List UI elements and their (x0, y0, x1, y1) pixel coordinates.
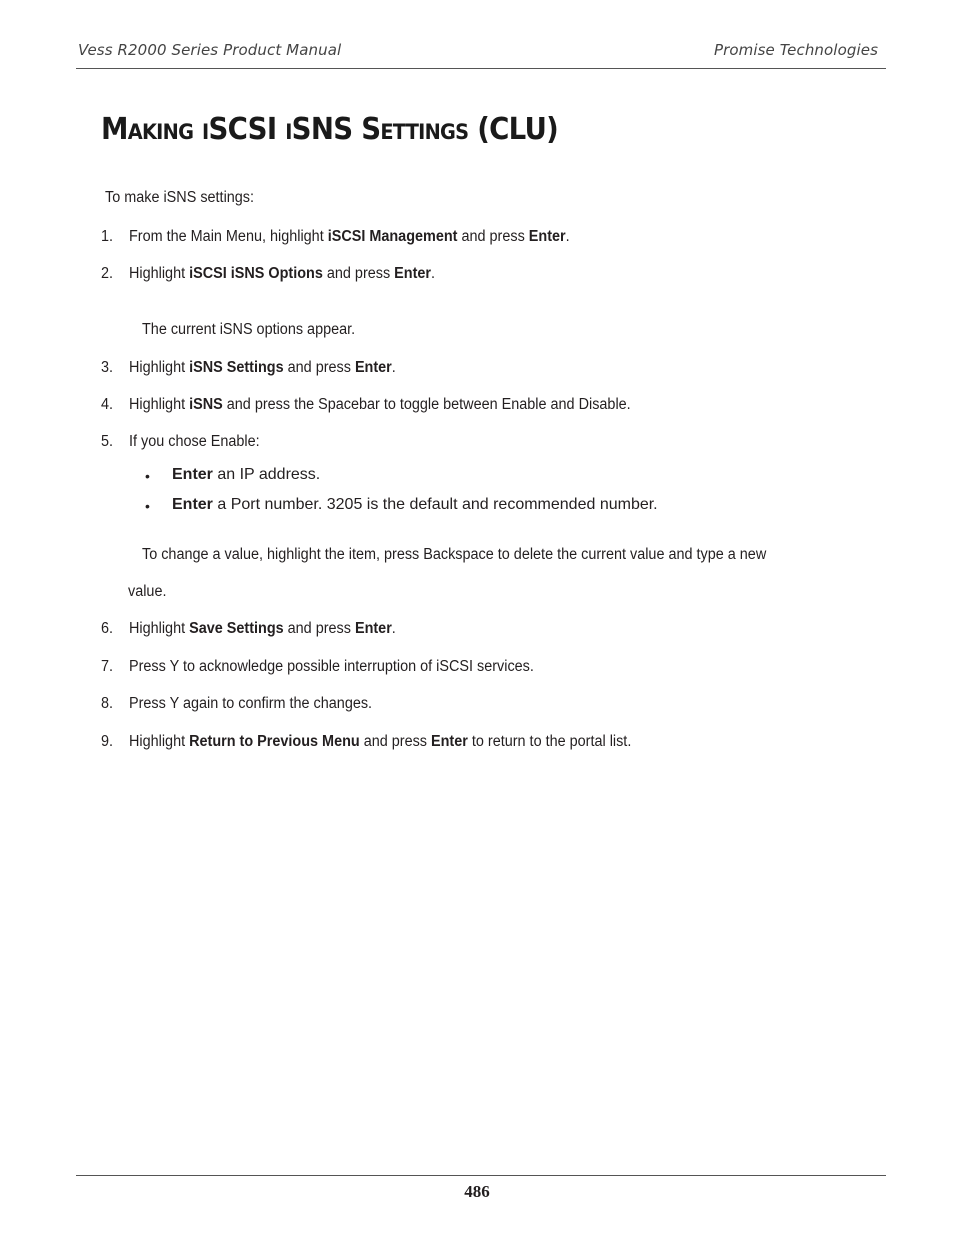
bullet-item: Enter a Port number. 3205 is the default and recommended number. (172, 496, 658, 513)
footer-divider (76, 1175, 886, 1176)
page-title: Making iSCSI iSNS Settings (CLU) (101, 112, 559, 147)
step-number: 1. (101, 228, 114, 245)
step-6-text: Highlight Save Settings and press Enter. (129, 620, 396, 637)
step-number: 4. (101, 396, 114, 413)
step-1-text: From the Main Menu, highlight iSCSI Management and press Enter. (129, 228, 570, 245)
header-company: Promise Technologies (713, 41, 878, 59)
step-2-note: The current iSNS options appear. (142, 321, 356, 338)
page-number: 486 (464, 1182, 490, 1201)
step-2-text: Highlight iSCSI iSNS Options and press Enter. (129, 265, 436, 282)
step-number: 3. (101, 359, 114, 376)
change-value-note: To change a value, highlight the item, press Backspace to delete the current value and type a new (142, 546, 767, 563)
step-number: 2. (101, 265, 114, 282)
bullet-icon: • (145, 468, 150, 484)
step-9-text: Highlight Return to Previous Menu and press Enter to return to the portal list. (129, 733, 632, 750)
page-header (76, 40, 886, 69)
step-number: 6. (101, 620, 114, 637)
step-number: 8. (101, 695, 114, 712)
header-manual-title: Vess R2000 Series Product Manual (78, 41, 342, 59)
change-value-note-cont: value. (128, 583, 167, 600)
step-number: 7. (101, 658, 114, 675)
step-4-text: Highlight iSNS and press the Spacebar to toggle between Enable and Disable. (129, 396, 631, 413)
bullet-item: Enter an IP address. (172, 466, 321, 483)
step-3-text: Highlight iSNS Settings and press Enter. (129, 359, 396, 376)
step-8-text: Press Y again to confirm the changes. (129, 695, 373, 712)
bullet-icon: • (145, 498, 150, 514)
step-number: 9. (101, 733, 114, 750)
step-number: 5. (101, 433, 114, 450)
step-5-text: If you chose Enable: (129, 433, 260, 450)
step-7-text: Press Y to acknowledge possible interruption of iSCSI services. (129, 658, 534, 675)
intro-text: To make iSNS settings: (105, 189, 255, 206)
